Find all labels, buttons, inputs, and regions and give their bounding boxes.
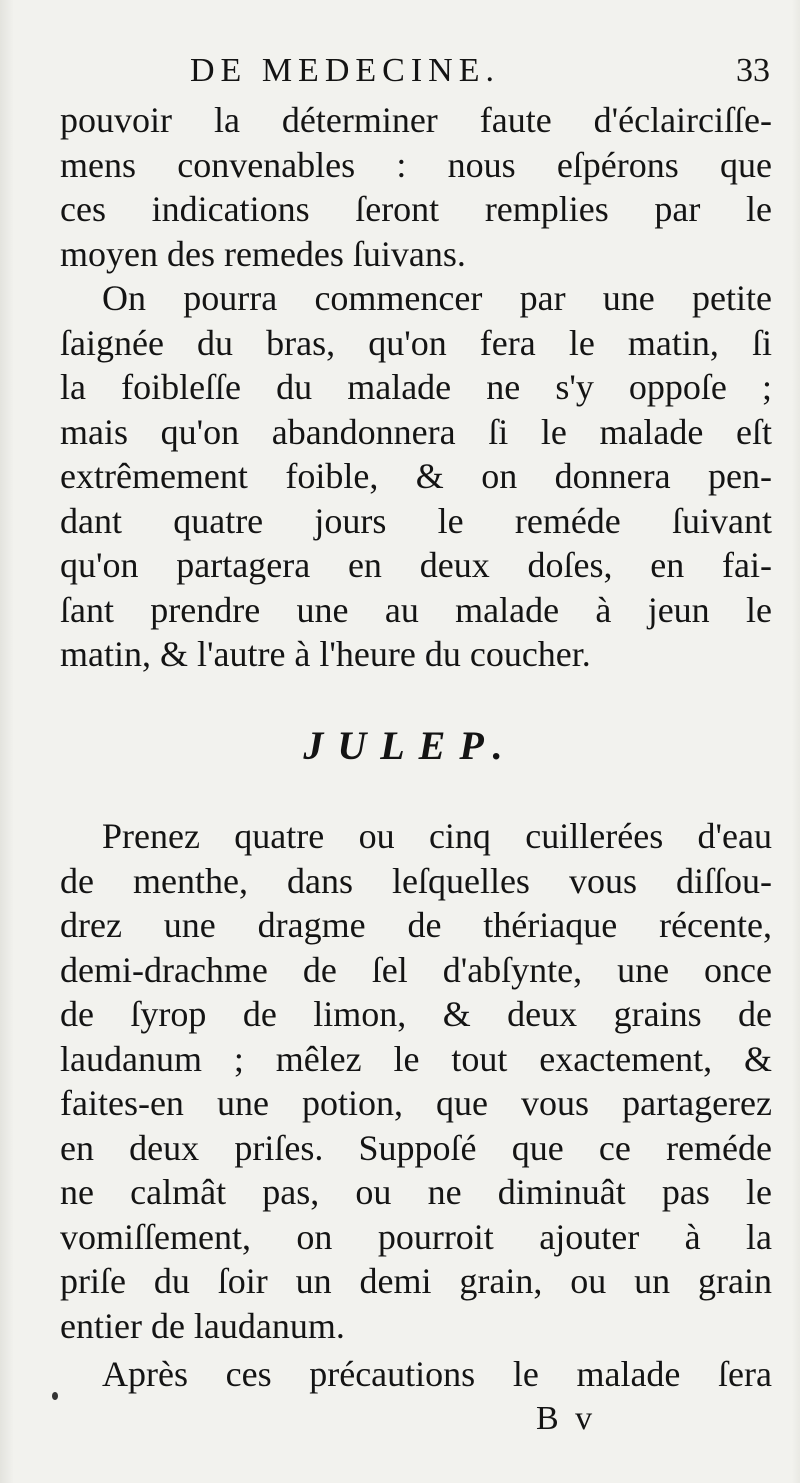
text-line: laudanum ; mêlez le tout exactement, & [60, 1038, 772, 1079]
text-line: ne calmât pas, ou ne diminuât pas le [60, 1172, 772, 1212]
text-line: Prenez quatre ou cinq cuillerées d'eau [102, 816, 772, 856]
running-head [190, 52, 770, 96]
text-line: ces indications ſeront remplies par le [60, 189, 772, 229]
text-line: ſant prendre une au malade à jeun le [60, 589, 772, 630]
text-line: qu'on partagera en deux doſes, en fai- [60, 545, 772, 585]
paragraph-continuation [60, 98, 772, 276]
section-heading: JULEP. [303, 723, 517, 768]
text-line: pouvoir la déterminer faute d'éclairciſſe- [60, 100, 772, 140]
paragraph-apres [60, 1352, 772, 1397]
text-line: de ſyrop de limon, & deux grains de [60, 994, 772, 1034]
text-line: entier de laudanum. [60, 1305, 345, 1346]
text-line: matin, & l'autre à l'heure du coucher. [60, 634, 591, 674]
text-line: extrêmement foible, & on donnera pen- [60, 456, 772, 496]
text-line: On pourra commencer par une petite [102, 278, 772, 318]
text-line: de menthe, dans leſquelles vous diſſou- [60, 860, 772, 901]
text-line: moyen des remedes ſuivans. [60, 233, 466, 274]
text-line: vomiſſement, on pourroit ajouter à la [60, 1216, 772, 1257]
text-line: dant quatre jours le reméde ſuivant [60, 500, 772, 541]
running-title: DE MEDECINE. [190, 52, 500, 89]
text-line: demi-drachme de ſel d'abſynte, une once [60, 949, 772, 990]
text-line: la foibleſſe du malade ne s'y oppoſe ; [60, 367, 772, 407]
paragraph-julep-recipe [60, 814, 772, 1348]
text-line: mais qu'on abandonnera ſi le malade eſt [60, 411, 772, 452]
text-line: priſe du ſoir un demi grain, ou un grain [60, 1261, 772, 1301]
ink-speck [52, 1392, 58, 1400]
text-line: faites-en une potion, que vous partagerez [60, 1083, 772, 1123]
paragraph-saignee [60, 276, 772, 677]
text-line: drez une dragme de thériaque récente, [60, 905, 772, 945]
text-line: en deux priſes. Suppoſé que ce reméde [60, 1127, 772, 1168]
text-line: ſaignée du bras, qu'on fera le matin, ſi [60, 322, 772, 363]
text-line: Après ces précautions le malade ſera [102, 1354, 772, 1394]
page-number: 33 [736, 52, 770, 89]
text-line: mens convenables : nous eſpérons que [60, 144, 772, 185]
signature-mark: B v [536, 1400, 597, 1437]
